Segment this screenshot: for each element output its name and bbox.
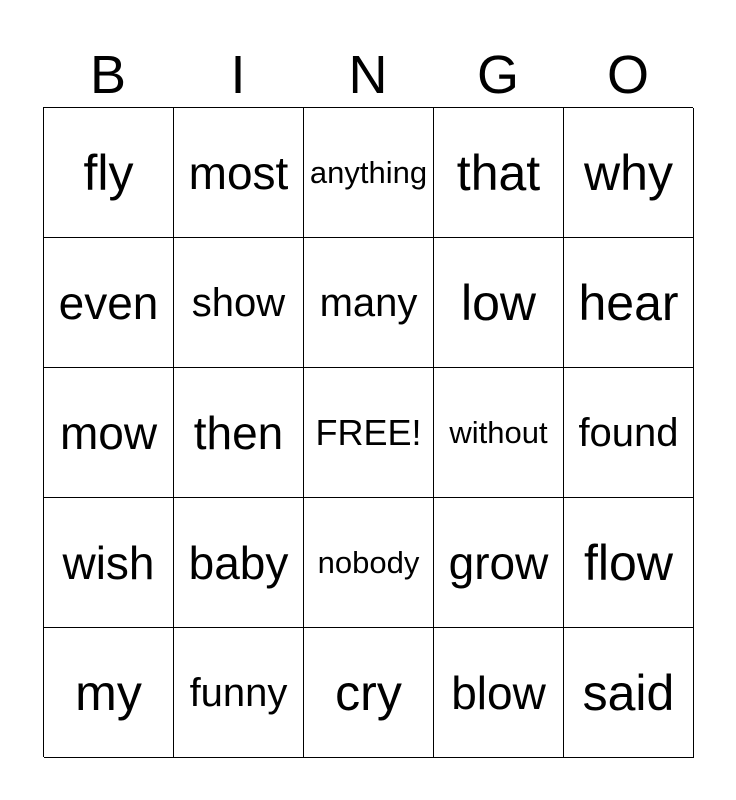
bingo-cell[interactable]: flow	[564, 498, 694, 628]
header-letter-o: O	[606, 45, 649, 105]
bingo-cell[interactable]: my	[44, 628, 174, 758]
bingo-cell[interactable]: hear	[564, 238, 694, 368]
bingo-cell[interactable]: nobody	[304, 498, 434, 628]
bingo-cell[interactable]: fly	[44, 108, 174, 238]
bingo-cell[interactable]: that	[434, 108, 564, 238]
header-letter-b: B	[89, 45, 127, 105]
bingo-cell[interactable]: even	[44, 238, 174, 368]
bingo-cell[interactable]: mow	[44, 368, 174, 498]
bingo-cell[interactable]: wish	[44, 498, 174, 628]
free-space-cell[interactable]: FREE!	[304, 368, 434, 498]
bingo-cell[interactable]: blow	[434, 628, 564, 758]
bingo-cell[interactable]: funny	[174, 628, 304, 758]
bingo-cell[interactable]: baby	[174, 498, 304, 628]
bingo-cell[interactable]: then	[174, 368, 304, 498]
bingo-cell[interactable]: cry	[304, 628, 434, 758]
bingo-header	[43, 44, 693, 106]
bingo-cell[interactable]: show	[174, 238, 304, 368]
bingo-cell[interactable]: many	[304, 238, 434, 368]
header-letter-g: G	[476, 45, 519, 105]
bingo-cell[interactable]: grow	[434, 498, 564, 628]
header-letter-n: N	[348, 45, 388, 105]
bingo-cell[interactable]: low	[434, 238, 564, 368]
bingo-cell[interactable]: found	[564, 368, 694, 498]
bingo-cell[interactable]: without	[434, 368, 564, 498]
bingo-cell[interactable]: most	[174, 108, 304, 238]
bingo-cell[interactable]: said	[564, 628, 694, 758]
bingo-cell[interactable]: why	[564, 108, 694, 238]
bingo-card	[43, 107, 693, 757]
header-letter-i: I	[230, 45, 246, 105]
bingo-cell[interactable]: anything	[304, 108, 434, 238]
